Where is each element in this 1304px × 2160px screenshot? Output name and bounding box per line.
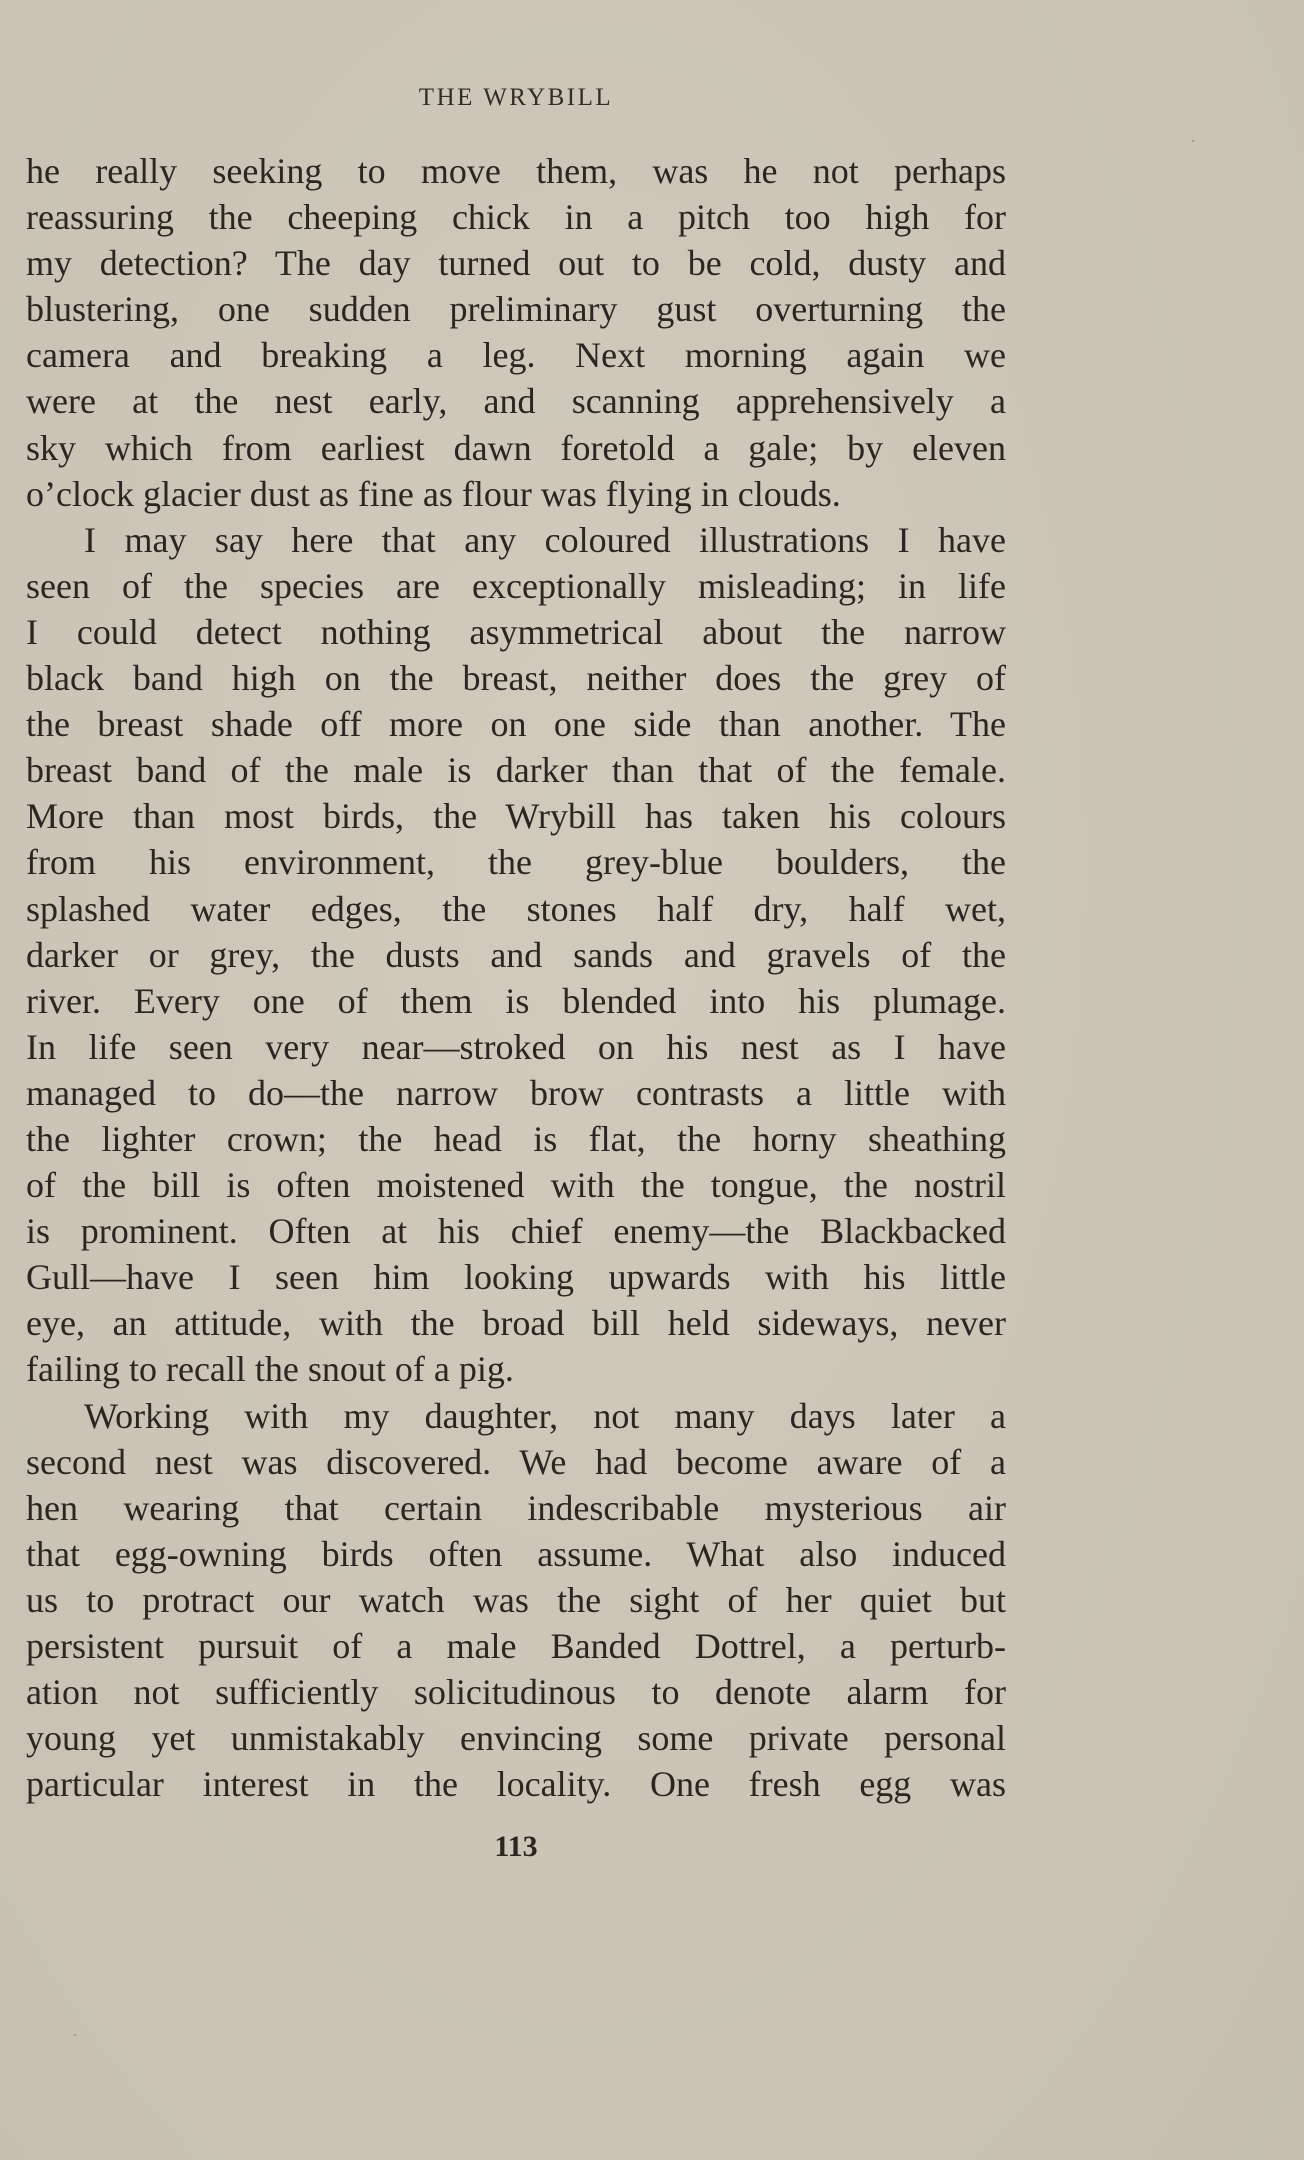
text-line: I could detect nothing asymmetrical about the narrow (26, 611, 1006, 652)
text-line: ation not sufficiently solicitudinous to denote alarm for (26, 1672, 1006, 1713)
paragraph-start-line: Working with my daughter, not many days later a (84, 1395, 1006, 1436)
text-line: river. Every one of them is blended into his plumage. (26, 980, 1006, 1021)
text-line: reassuring the cheeping chick in a pitch too high for (26, 197, 1006, 238)
text-line: he really seeking to move them, was he not perhaps (26, 151, 1006, 191)
text-line: o’clock glacier dust as fine as flour was flying in clouds. (26, 473, 841, 514)
text-line: is prominent. Often at his chief enemy—the Blackbacked (26, 1211, 1006, 1252)
text-line: black band high on the breast, neither does the grey of (26, 658, 1006, 699)
text-line: us to protract our watch was the sight of her quiet but (26, 1579, 1006, 1620)
text-line: Gull—have I seen him looking upwards with his little (26, 1257, 1006, 1298)
text-line: hen wearing that certain indescribable mysterious air (26, 1487, 1006, 1528)
page-number: 113 (494, 1830, 538, 1863)
text-line: managed to do—the narrow brow contrasts a little with (26, 1072, 1006, 1113)
text-line: seen of the species are exceptionally misleading; in life (26, 565, 1006, 606)
text-line: breast band of the male is darker than that of the female. (26, 750, 1006, 791)
paper-speck (74, 2034, 76, 2036)
text-line: particular interest in the locality. One fresh egg was (26, 1764, 1006, 1805)
text-line: were at the nest early, and scanning apprehensively a (26, 381, 1006, 422)
text-line: camera and breaking a leg. Next morning again we (26, 335, 1006, 376)
text-line: splashed water edges, the stones half dry, half wet, (26, 888, 1006, 929)
paper-speck (1192, 140, 1194, 142)
text-line: that egg-owning birds often assume. What also induced (26, 1533, 1006, 1574)
text-line: the breast shade off more on one side than another. The (26, 704, 1006, 745)
text-line: of the bill is often moistened with the tongue, the nostril (26, 1165, 1006, 1206)
text-line: failing to recall the snout of a pig. (26, 1349, 514, 1390)
text-line: persistent pursuit of a male Banded Dottrel, a perturb- (26, 1626, 1006, 1666)
text-line: young yet unmistakably envincing some private personal (26, 1718, 1006, 1759)
text-line: In life seen very near—stroked on his nest as I have (26, 1026, 1006, 1067)
running-head: THE WRYBILL (418, 84, 614, 111)
body-text (26, 148, 1006, 1807)
text-line: blustering, one sudden preliminary gust overturning the (26, 289, 1006, 330)
text-line: More than most birds, the Wrybill has taken his colours (26, 796, 1006, 837)
text-line: sky which from earliest dawn foretold a gale; by eleven (26, 427, 1006, 468)
text-line: from his environment, the grey-blue boulders, the (26, 842, 1006, 883)
text-line: eye, an attitude, with the broad bill held sideways, never (26, 1303, 1006, 1344)
text-line: the lighter crown; the head is flat, the horny sheathing (26, 1118, 1006, 1159)
text-line: second nest was discovered. We had become aware of a (26, 1441, 1006, 1482)
paragraph-start-line: I may say here that any coloured illustrations I have (84, 519, 1006, 560)
text-line: my detection? The day turned out to be cold, dusty and (26, 243, 1006, 284)
text-line: darker or grey, the dusts and sands and gravels of the (26, 934, 1006, 975)
